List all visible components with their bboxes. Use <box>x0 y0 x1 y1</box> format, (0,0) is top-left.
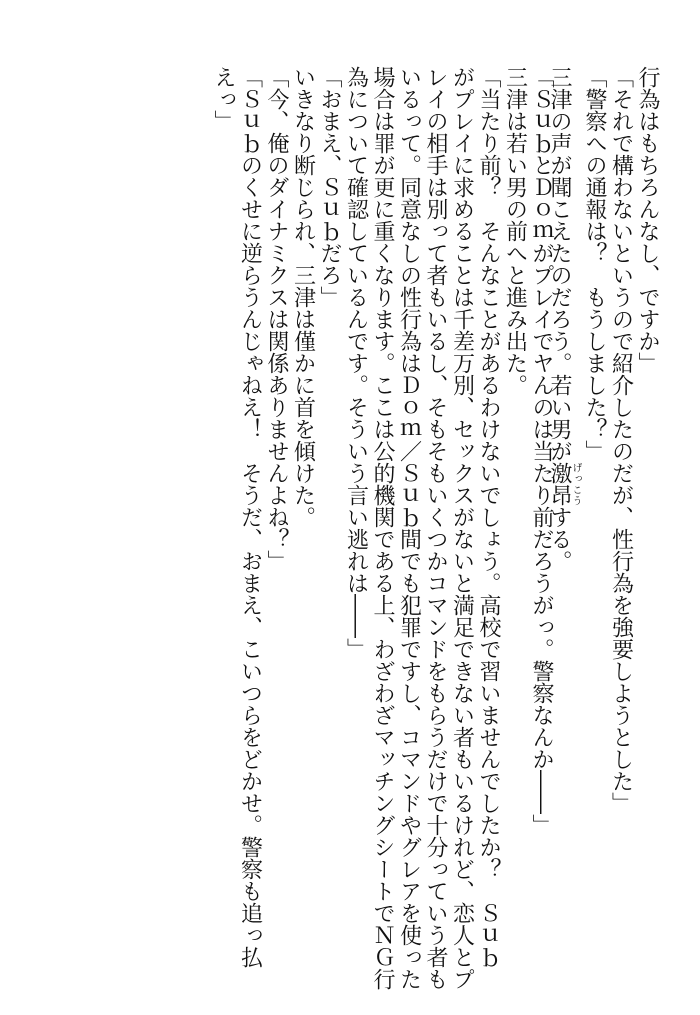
text-line-12: 為について確認しているんです。そういう言い逃れは――」 <box>343 66 369 660</box>
vertical-text-body <box>210 66 661 990</box>
text-line-7: 「当たり前？ そんなことがあるわけないでしょう。高校で習いませんでしたか？ Ｓｕｂ <box>476 66 501 968</box>
text-line-2: 「それで構わないというので紹介したのだが、性行為を強要しようとした」 <box>608 66 634 814</box>
text-line-5: 「ＳｕｂとＤｏｍがプレイでヤんのは当たり前だろうがっ。警察なんか――」 <box>529 66 554 836</box>
text-line-17: えっ」 <box>211 66 236 132</box>
text-line-15: 「今、俺のダイナミクスは関係ありませんよね？」 <box>264 66 289 572</box>
text-line-11: 場合は罪が更に重くなります。ここは公的機関である上、わざわざマッチングシートでＮＧ行 <box>370 66 395 990</box>
text-line-9: レイの相手は別って者もいるし、そもそもいくつかコマンドをもらうだけで十分っていう者も <box>423 66 448 990</box>
ruby-gekkou: 激昂げっこう <box>547 462 581 506</box>
text-line-4: 三津の声が聞こえたのだろう。若い男が激昂げっこうする。 <box>547 66 581 572</box>
text-line-13: 「おまえ、Ｓｕｂだろ」 <box>317 66 342 308</box>
ruby-reading: げっこう <box>570 462 581 506</box>
text-line-10: いるって。同意なしの性行為はＤｏｍ／Ｓｕｂ間でも犯罪ですし、コマンドやグレアを使った <box>396 66 422 990</box>
text-line-16: 「Ｓｕｂのくせに逆らうんじゃねえ！ そうだ、おまえ、こいつらをどかせ。警察も追っ払 <box>237 66 263 968</box>
text-line-8: がプレイに求めることは千差万別、セックスがないと満足できない者もいるけれど、恋人とプ <box>449 66 475 990</box>
text-line-14: いきなり断じられ、三津は僅かに首を傾けた。 <box>290 66 316 528</box>
text-line-6: 三津は若い男の前へと進み出た。 <box>502 66 528 396</box>
text-line-1: 行為はもちろんなし、ですか」 <box>635 66 660 374</box>
text-line-3: 「警察への通報は？ もうしました？」 <box>582 66 607 462</box>
